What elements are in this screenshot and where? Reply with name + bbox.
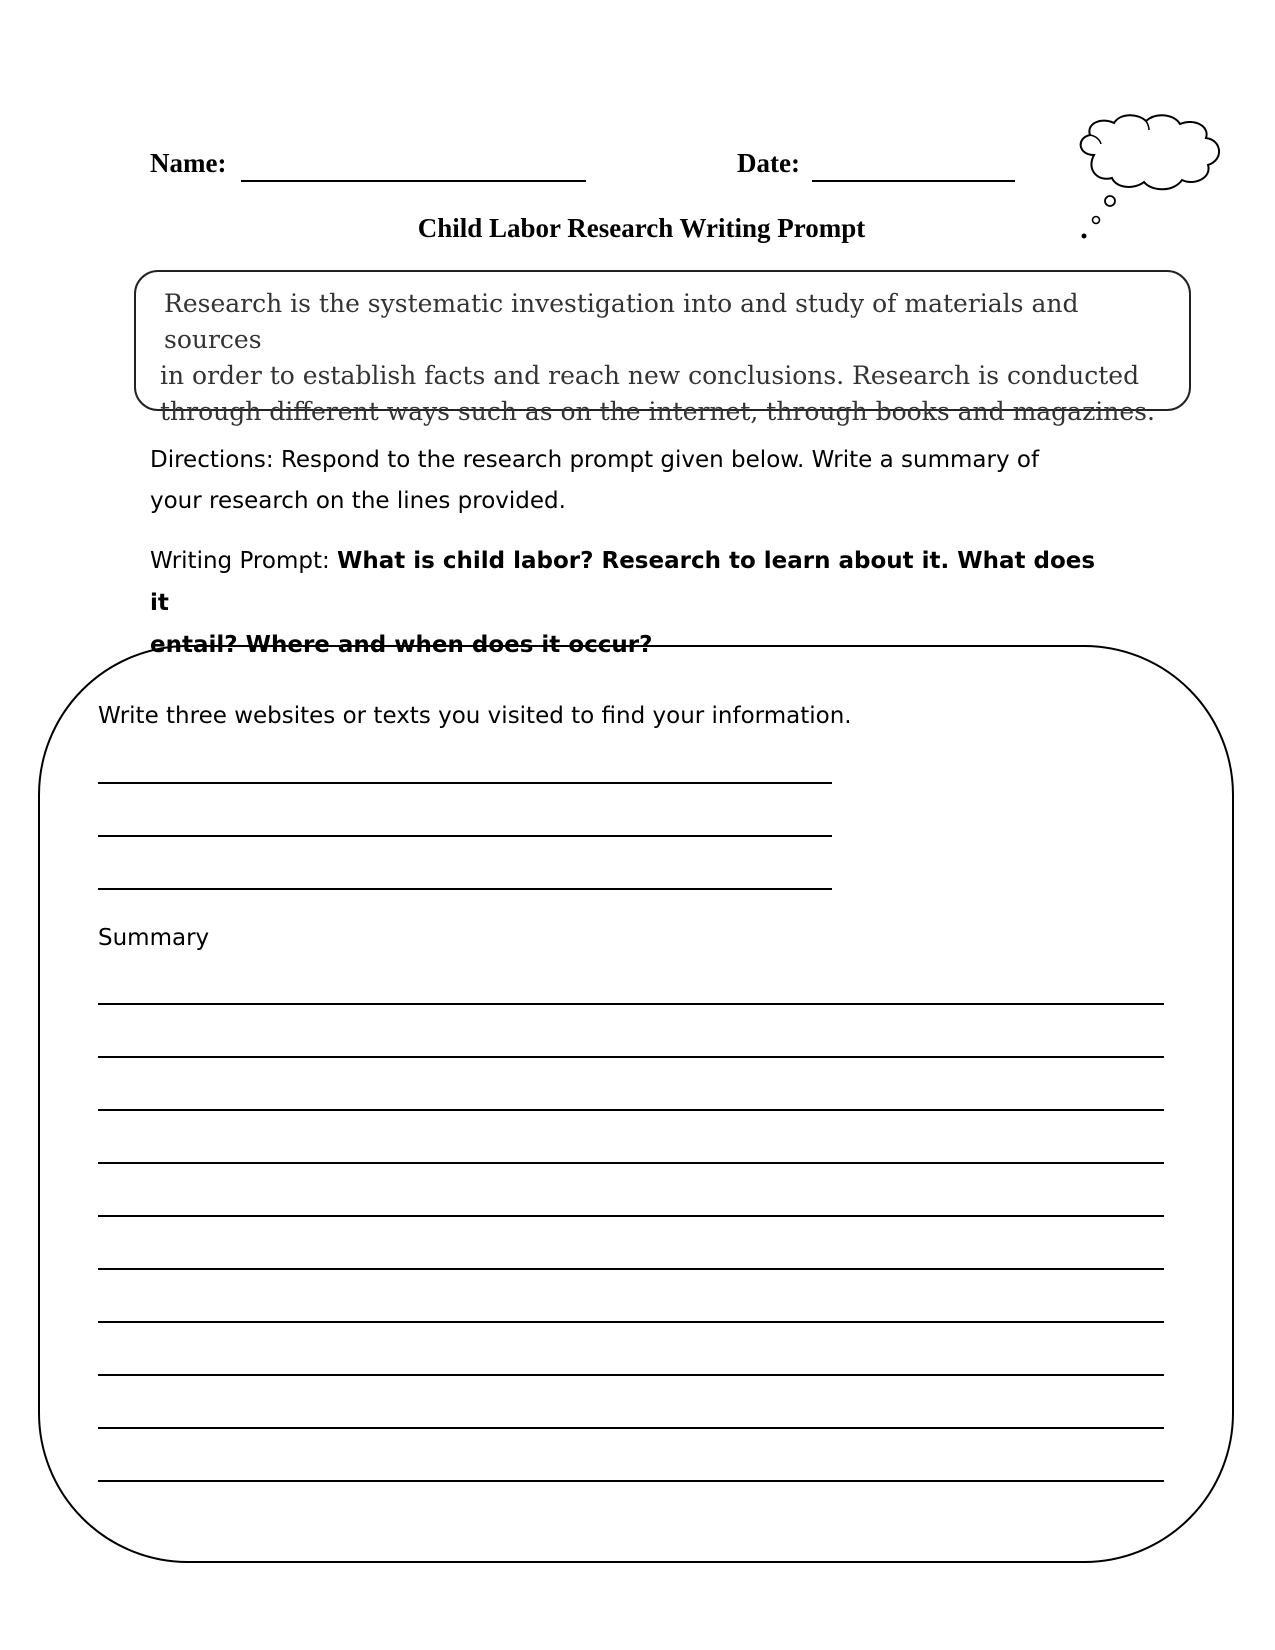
writing-prompt-question: entail? Where and when does it occur?	[150, 632, 653, 658]
source-line[interactable]	[98, 782, 832, 784]
directions	[150, 440, 1110, 522]
name-label: Name:	[150, 148, 227, 178]
summary-line[interactable]	[98, 1268, 1164, 1270]
summary-line[interactable]	[98, 1003, 1164, 1005]
writing-prompt-label: Writing Prompt:	[150, 548, 338, 574]
summary-line[interactable]	[98, 1427, 1164, 1429]
summary-line[interactable]	[98, 1162, 1164, 1164]
summary-line[interactable]	[98, 1056, 1164, 1058]
sources-label: Write three websites or texts you visited to find your information.	[98, 703, 852, 729]
summary-label: Summary	[98, 925, 210, 951]
writing-prompt-question: What is child labor? Research to learn about it. What does it	[150, 548, 1096, 616]
summary-line[interactable]	[98, 1215, 1164, 1217]
directions-line: your research on the lines provided.	[150, 488, 566, 514]
source-line[interactable]	[98, 888, 832, 890]
date-field[interactable]	[812, 180, 1015, 182]
directions-line: Directions: Respond to the research prompt given below. Write a summary of	[150, 447, 1040, 473]
definition-line: Research is the systematic investigation into and study of materials and sources	[164, 289, 1079, 354]
date-label: Date:	[737, 148, 800, 178]
definition-line: in order to establish facts and reach new conclusions. Research is conducted	[160, 361, 1140, 390]
summary-line[interactable]	[98, 1374, 1164, 1376]
summary-line[interactable]	[98, 1480, 1164, 1482]
definition-line: through different ways such as on the internet, through books and magazines.	[160, 397, 1155, 426]
page-title: Child Labor Research Writing Prompt	[417, 213, 866, 243]
definition-box	[134, 270, 1191, 426]
summary-line[interactable]	[98, 1321, 1164, 1323]
source-line[interactable]	[98, 835, 832, 837]
summary-line[interactable]	[98, 1109, 1164, 1111]
name-field[interactable]	[241, 180, 586, 182]
